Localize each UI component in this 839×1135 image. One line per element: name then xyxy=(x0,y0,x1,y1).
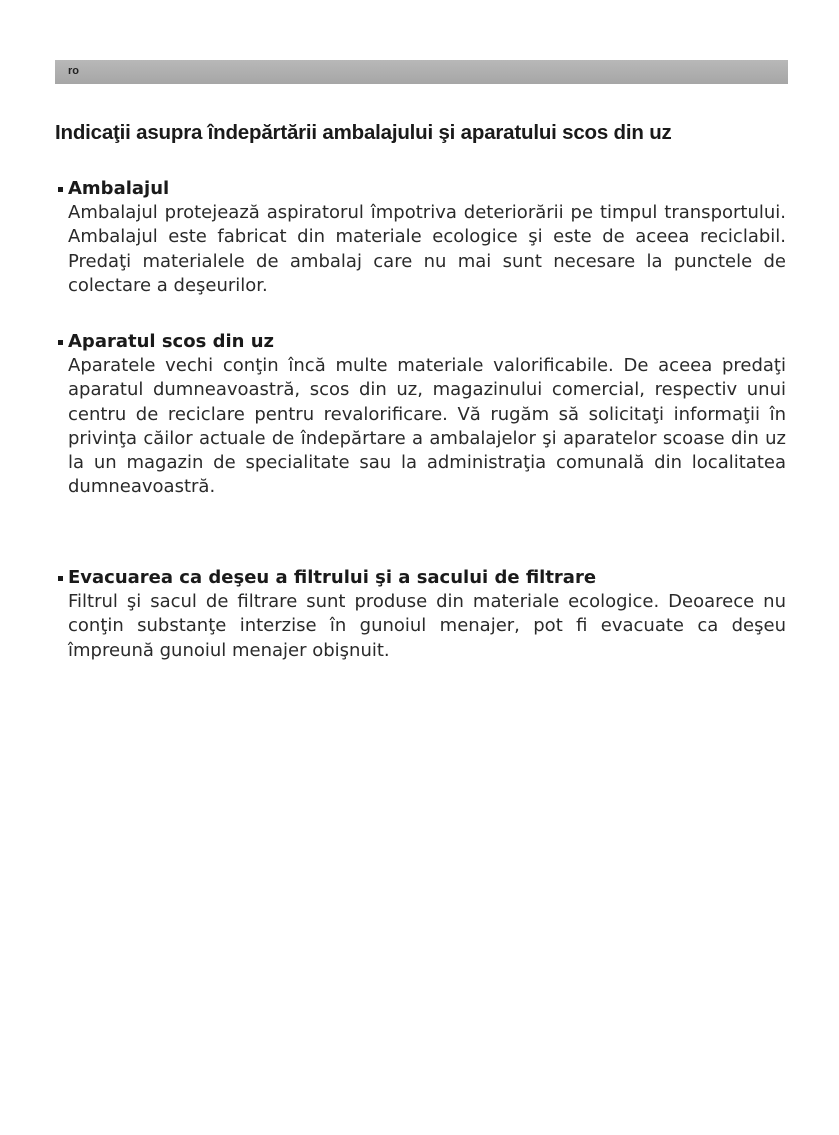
section-body: Ambalajul protejează aspiratorul împotriva deteriorării pe timpul transportului. Ambalajul este fabricat din materiale ecologice şi este de aceea reciclabil. Predaţi materialele de ambalaj care nu mai sunt necesare la punctele de colectare a deşeurilor. xyxy=(68,202,786,296)
section-heading-text: Ambalajul xyxy=(68,178,170,199)
bullet-icon xyxy=(58,187,63,192)
section-heading xyxy=(58,177,786,201)
section-heading xyxy=(58,566,786,590)
section-body: Filtrul şi sacul de filtrare sunt produse din materiale ecologice. Deoarece nu conţin substanţe interzise în gunoiul menajer, pot fi evacuate ca deşeu împreună gunoiul menajer obişnuit. xyxy=(68,591,786,661)
section-heading-text: Evacuarea ca deşeu a filtrului şi a sacului de filtrare xyxy=(68,567,597,588)
section-heading xyxy=(58,330,786,354)
language-header-bar xyxy=(55,60,788,84)
section-old-appliance xyxy=(58,330,786,500)
language-code: ro xyxy=(68,65,79,77)
section-packaging xyxy=(58,177,786,298)
bullet-icon xyxy=(58,576,63,581)
bullet-icon xyxy=(58,340,63,345)
page-title: Indicaţii asupra îndepărtării ambalajului şi aparatului scos din uz xyxy=(55,121,672,144)
section-heading-text: Aparatul scos din uz xyxy=(68,331,274,352)
section-filter-disposal xyxy=(58,566,786,663)
section-body: Aparatele vechi conţin încă multe materiale valorificabile. De aceea predaţi aparatul dumneavoastră, scos din uz, magazinului comercial, respectiv unui centru de reciclare pentru revalorificare. Vă rugăm să solicitaţi informaţii în privinţa căilor actuale de îndepărtare a ambalajelor şi aparatelor scoase din uz la un magazin de specialitate sau la administraţia comunală din localitatea dumneavoastră. xyxy=(68,355,786,498)
